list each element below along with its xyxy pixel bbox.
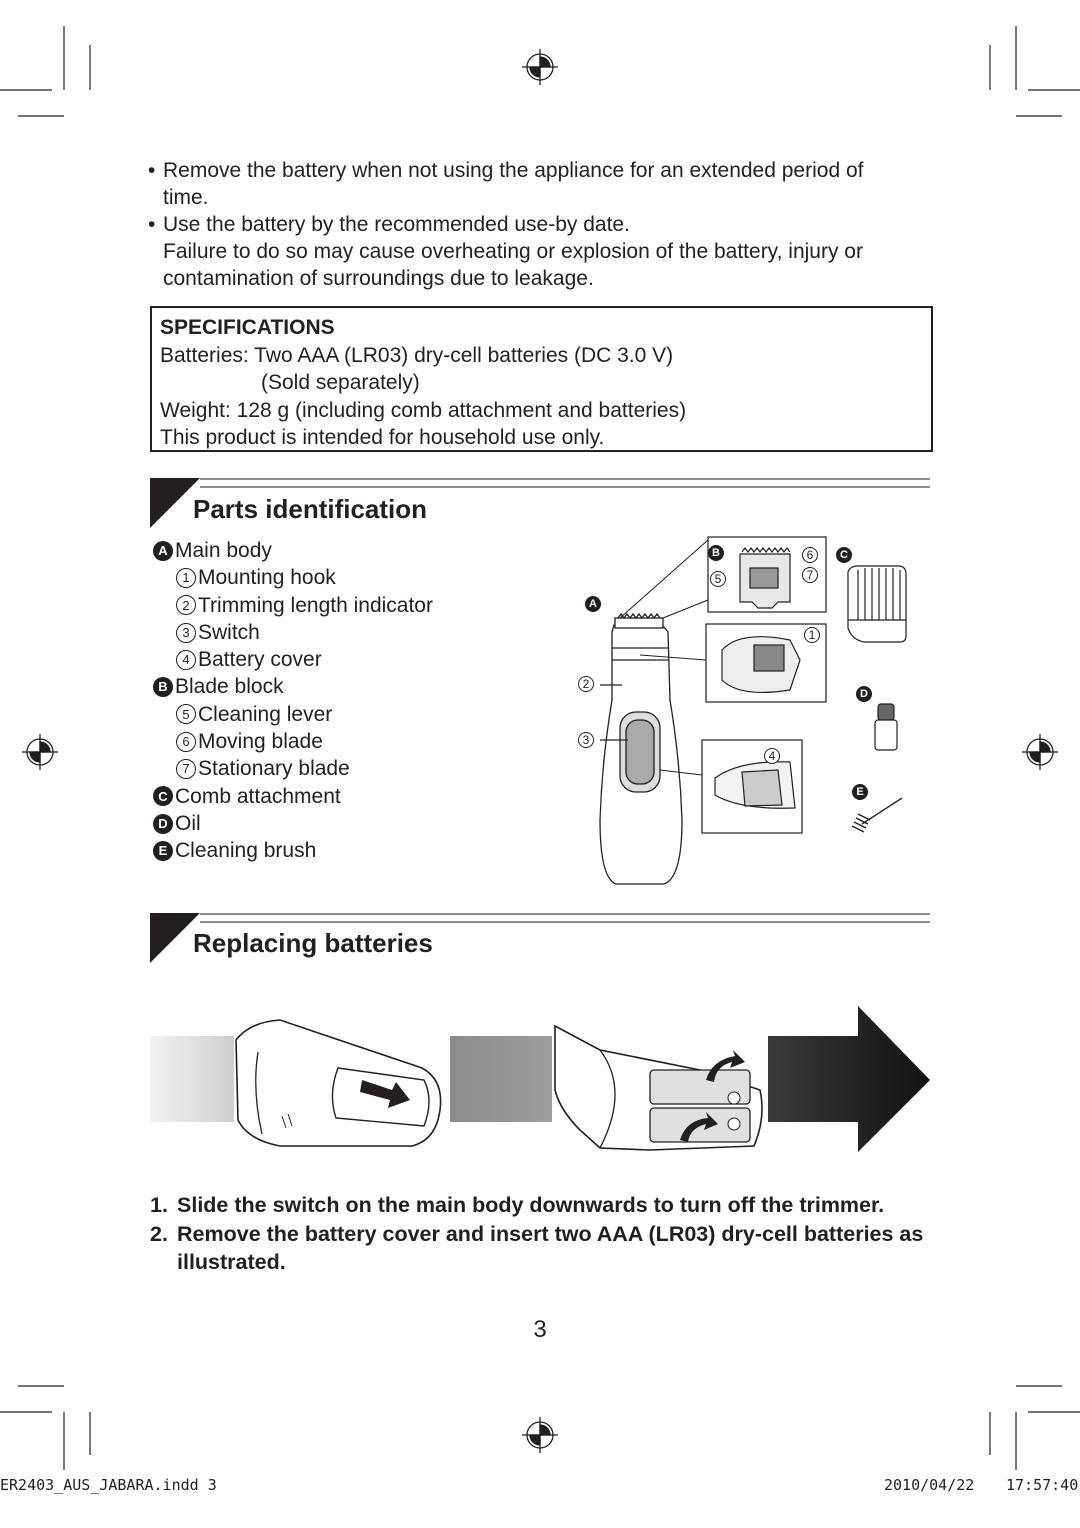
next-step-arrow	[768, 1006, 930, 1152]
parts-list	[153, 537, 433, 865]
list-item	[153, 619, 433, 646]
step-text: Slide the switch on the main body downwards to turn off the trimmer.	[177, 1193, 885, 1217]
battery-step1-illustration	[150, 1020, 441, 1146]
comb-attachment-illustration	[848, 566, 906, 642]
number-circle: 4	[176, 650, 196, 670]
number-circle: 2	[176, 595, 196, 615]
part-label: Oil	[175, 811, 201, 835]
part-label: Main body	[175, 539, 272, 562]
figure-number-1: 1	[804, 627, 820, 643]
figure-label-d: D	[856, 686, 872, 702]
part-label: Battery cover	[198, 648, 322, 672]
list-item	[153, 646, 433, 673]
step-2	[150, 1220, 930, 1276]
warning-2-cont: Failure to do so may cause overheating or explosion of the battery, injury or	[163, 240, 863, 263]
part-label: Trimming length indicator	[198, 593, 433, 617]
spec-household: This product is intended for household use only.	[160, 426, 605, 449]
warning-1: Remove the battery when not using the appliance for an extended period of	[163, 159, 864, 182]
registration-mark-bottom	[522, 1417, 558, 1453]
number-circle: 3	[176, 623, 196, 643]
number-circle: 1	[176, 568, 196, 588]
part-label: Stationary blade	[198, 757, 350, 781]
list-item	[153, 537, 433, 564]
figure-label-c: C	[836, 547, 852, 563]
figure-number-4: 4	[764, 748, 780, 764]
badge: C	[153, 786, 173, 806]
slug-filename: ER2403_AUS_JABARA.indd 3	[0, 1476, 217, 1494]
bullet: •	[148, 159, 156, 182]
warning-2-cont: contamination of surroundings due to leakage.	[163, 267, 594, 290]
list-item	[153, 837, 433, 864]
section-title-batteries: Replacing batteries	[193, 928, 433, 958]
list-item	[153, 755, 433, 782]
figure-number-6: 6	[802, 547, 818, 563]
step-1	[150, 1191, 930, 1219]
list-item	[153, 728, 433, 755]
page-number: 3	[533, 1316, 547, 1343]
spec-weight: Weight: 128 g (including comb attachment and batteries)	[160, 398, 687, 422]
section-title-parts: Parts identification	[193, 494, 428, 524]
specifications-box	[150, 306, 933, 452]
part-label: Switch	[198, 620, 260, 644]
main-body-illustration	[600, 614, 682, 884]
battery-cover-illustration	[702, 740, 802, 833]
spec-batteries: Batteries: Two AAA (LR03) dry-cell batteries (DC 3.0 V)	[160, 343, 674, 367]
list-item	[153, 564, 433, 591]
slug-date: 2010/04/22	[884, 1476, 975, 1494]
number-circle: 5	[176, 704, 196, 724]
list-item	[153, 783, 433, 810]
specifications-heading: SPECIFICATIONS	[160, 316, 335, 339]
step-number: 2.	[150, 1222, 168, 1246]
step-number: 1.	[150, 1193, 168, 1217]
battery-warnings	[148, 157, 938, 292]
badge: D	[153, 814, 173, 834]
bullet: •	[148, 213, 156, 236]
registration-mark-right	[1022, 734, 1058, 770]
cleaning-brush-illustration	[852, 798, 902, 832]
list-item	[153, 810, 433, 837]
number-circle: 6	[176, 732, 196, 752]
part-label: Comb attachment	[175, 784, 341, 808]
battery-step2-illustration	[450, 1026, 762, 1150]
part-label: Cleaning brush	[175, 839, 317, 863]
oil-bottle-illustration	[875, 704, 897, 750]
step-text: Remove the battery cover and insert two AAA (LR03) dry-cell batteries as illustrated.	[177, 1222, 924, 1274]
part-label: Moving blade	[198, 730, 323, 754]
figure-number-2: 2	[578, 676, 594, 692]
slug-time: 17:57:40	[1006, 1476, 1079, 1494]
figure-label-b: B	[708, 545, 724, 561]
part-label: Blade block	[175, 675, 284, 699]
badge: A	[153, 541, 173, 561]
list-item	[153, 592, 433, 619]
spec-sold-separately: (Sold separately)	[261, 371, 420, 394]
figure-label-e: E	[852, 784, 868, 800]
badge: E	[153, 841, 173, 861]
figure-number-7: 7	[802, 567, 818, 583]
figure-number-3: 3	[578, 732, 594, 748]
battery-steps	[150, 1191, 930, 1277]
list-item	[153, 673, 433, 700]
number-circle: 7	[176, 759, 196, 779]
warning-1-cont: time.	[163, 186, 209, 209]
figure-number-5: 5	[710, 571, 726, 587]
registration-mark-top	[522, 49, 558, 85]
warning-2: Use the battery by the recommended use-by date.	[163, 213, 630, 236]
badge: B	[153, 677, 173, 697]
figure-label-a: A	[585, 596, 601, 612]
part-label: Mounting hook	[198, 566, 336, 590]
registration-mark-left	[22, 734, 58, 770]
list-item	[153, 701, 433, 728]
part-label: Cleaning lever	[198, 702, 333, 726]
